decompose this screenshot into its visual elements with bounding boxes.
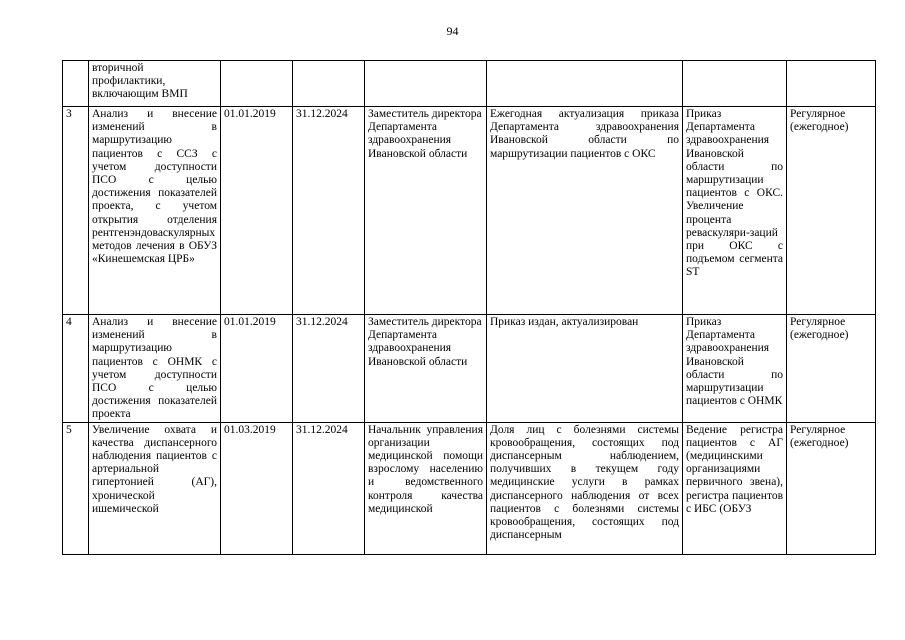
result-cell: Ежегодная актуализация приказа Департамента здравоохранения Ивановской области по маршрутизации пациентов с ОКС [487, 107, 683, 315]
start-date-cell: 01.03.2019 [221, 422, 293, 554]
document-cell: Ведение регистра пациентов с АГ (медицинскими организациями первичного звена), регистра пациентов с ИБС (ОБУЗ [683, 422, 787, 554]
frequency-cell [787, 61, 876, 107]
table-row [63, 315, 876, 423]
row-number: 4 [63, 315, 89, 423]
end-date-cell [293, 61, 365, 107]
start-date-cell [221, 61, 293, 107]
end-date-cell: 31.12.2024 [293, 107, 365, 315]
responsible-cell: Заместитель директора Департамента здравоохранения Ивановской области [365, 315, 487, 423]
page-number: 94 [446, 24, 459, 38]
frequency-cell: Регулярное (ежегодное) [787, 315, 876, 423]
end-date-cell: 31.12.2024 [293, 422, 365, 554]
row-number [63, 61, 89, 107]
result-cell: Доля лиц с болезнями системы кровообращения, состоящих под диспансерным наблюдением, получивших в текущем году медицинские услуги в рамках диспансерного наблюдения от всех пациентов с болезнями системы кровообращения, состоящих под диспансерным [487, 422, 683, 554]
table-row [63, 422, 876, 554]
result-cell: Приказ издан, актуализирован [487, 315, 683, 423]
event-cell: Увеличение охвата и качества диспансерного наблюдения пациентов с артериальной гипертонией (АГ), хронической ишемической [89, 422, 221, 554]
event-cell: Анализ и внесение изменений в маршрутизацию пациентов с ОНМК с учетом доступности ПСО с целью достижения показателей проекта [89, 315, 221, 423]
event-cell: Анализ и внесение изменений в маршрутизацию пациентов с ССЗ с учетом доступности ПСО с целью достижения показателей проекта, с учетом открытия отделения рентгенэндоваскулярных методов лечения в ОБУЗ «Кинешемская ЦРБ» [89, 107, 221, 315]
start-date-cell: 01.01.2019 [221, 107, 293, 315]
responsible-cell: Заместитель директора Департамента здравоохранения Ивановской области [365, 107, 487, 315]
row-number: 5 [63, 422, 89, 554]
table-row [63, 107, 876, 315]
table-row [63, 61, 876, 107]
responsible-cell [365, 61, 487, 107]
events-table [62, 60, 876, 555]
responsible-cell: Начальник управления организации медицинской помощи взрослому населению и ведомственного контроля качества медицинской [365, 422, 487, 554]
result-cell [487, 61, 683, 107]
end-date-cell: 31.12.2024 [293, 315, 365, 423]
document-cell: Приказ Департамента здравоохранения Ивановской области по маршрутизации пациентов с ОНМК [683, 315, 787, 423]
row-number: 3 [63, 107, 89, 315]
event-cell: вторичной профилактики, включающим ВМП [89, 61, 221, 107]
frequency-cell: Регулярное (ежегодное) [787, 422, 876, 554]
document-cell [683, 61, 787, 107]
document-cell: Приказ Департамента здравоохранения Ивановской области по маршрутизации пациентов с ОКС. Увеличение процента реваскуляри-заций при ОКС с подъемом сегмента ST [683, 107, 787, 315]
frequency-cell: Регулярное (ежегодное) [787, 107, 876, 315]
start-date-cell: 01.01.2019 [221, 315, 293, 423]
